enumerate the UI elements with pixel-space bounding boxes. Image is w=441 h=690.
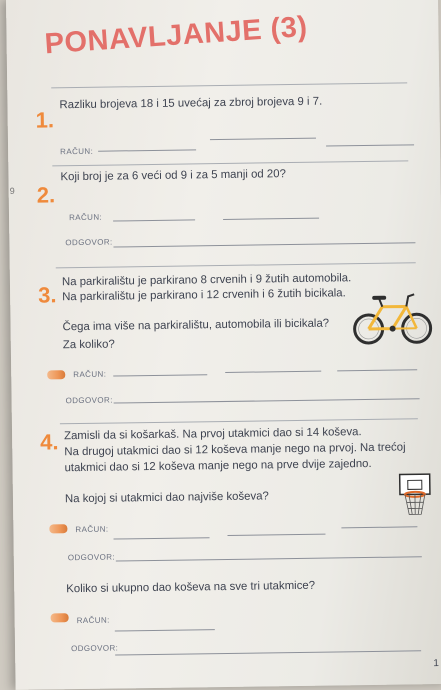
separator-line	[51, 82, 407, 88]
task-4-number: 4.	[40, 429, 59, 455]
task-2-answer-line[interactable]	[113, 219, 195, 221]
task-3-text-line-2: Na parkiralištu je parkirano i 12 crvenih i 6 žutih bicikala.	[62, 287, 346, 304]
task-2-text: Koji broj je za 6 veći od 9 i za 5 manji od 20?	[60, 168, 286, 184]
task-3-odgovor-label: ODGOVOR:	[65, 395, 113, 406]
pencil-icon	[51, 613, 69, 622]
separator-line	[56, 262, 416, 268]
task-3-answer-line[interactable]	[225, 371, 321, 373]
task-4-question-2: Koliko si ukupno dao koševa na sve tri utakmice?	[66, 579, 316, 596]
task-2-answer-line[interactable]	[223, 218, 319, 220]
task-4-question: Na kojoj si utakmici dao najviše koševa?	[64, 490, 269, 506]
task-1-text: Razliku brojeva 18 i 15 uvećaj za zbroj brojeva 9 i 7.	[59, 95, 323, 112]
task-1-answer-line[interactable]	[210, 138, 316, 140]
task-3-question: Čega ima više na parkiralištu, automobila ili bicikala?	[62, 317, 330, 334]
pencil-icon	[49, 524, 67, 533]
task-4-racun-label: RAČUN:	[75, 524, 109, 535]
bicycle-icon	[350, 288, 435, 349]
task-3-question-2: Za koliko?	[62, 338, 115, 352]
page-title: PONAVLJANJE (3)	[43, 10, 309, 61]
task-1-answer-line[interactable]	[326, 144, 414, 146]
task-4-text-line-3: utakmici dao si 12 koševa manje nego na prve dvije zajedno.	[64, 457, 372, 475]
task-1-number: 1.	[35, 107, 55, 133]
task-4-text-line-1: Zamisli da si košarkaš. Na prvoj utakmici dao si 14 koševa.	[64, 426, 362, 443]
workbook-page	[6, 0, 441, 690]
page-number: 1	[433, 658, 439, 670]
task-4-answer-line[interactable]	[114, 537, 210, 539]
pencil-icon	[47, 370, 65, 379]
task-4-text-line-2: Na drugoj utakmici dao si 12 koševa manje nego na prvoj. Na trećoj	[64, 441, 406, 459]
task-4-answer-line[interactable]	[115, 629, 215, 631]
task-1-answer-line[interactable]	[98, 149, 196, 151]
task-3-answer-line[interactable]	[113, 374, 207, 376]
task-4-answer-line[interactable]	[341, 526, 417, 528]
margin-mark: 9	[9, 185, 15, 196]
task-4-odgovor-label: ODGOVOR:	[67, 552, 116, 563]
task-2-number: 2.	[36, 182, 56, 208]
task-1-racun-label: RAČUN:	[60, 146, 94, 157]
task-4-answer-line[interactable]	[116, 556, 422, 561]
task-2-answer-line[interactable]	[113, 242, 415, 247]
task-3-answer-line[interactable]	[337, 369, 417, 371]
task-2-odgovor-label: ODGOVOR:	[65, 237, 113, 248]
task-3-racun-label: RAČUN:	[73, 369, 107, 380]
task-3-text-line-1: Na parkiralištu je parkirano 8 crvenih i 9 žutih automobila.	[61, 272, 352, 289]
task-4-answer-line[interactable]	[227, 534, 325, 536]
task-4-odgovor-label-2: ODGOVOR:	[71, 643, 119, 654]
task-4-answer-line[interactable]	[115, 650, 421, 655]
task-2-racun-label: RAČUN:	[68, 212, 103, 223]
basketball-hoop-icon	[397, 472, 434, 522]
separator-line	[60, 418, 418, 424]
task-4-racun-label-2: RAČUN:	[76, 615, 110, 626]
separator-line	[52, 160, 408, 166]
task-3-answer-line[interactable]	[114, 398, 420, 403]
task-3-number: 3.	[37, 282, 57, 308]
